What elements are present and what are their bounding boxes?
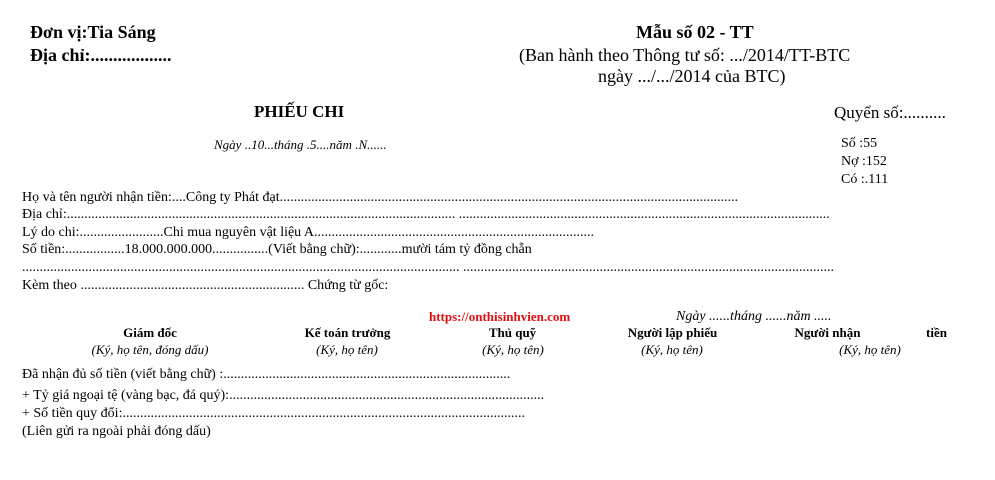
document-title: PHIẾU CHI bbox=[254, 102, 345, 121]
received-in-words: Đã nhận đủ số tiền (viết bằng chữ) :.................................................................................. bbox=[22, 367, 511, 382]
sign-chief-accountant: Kế toán trưởng bbox=[304, 325, 391, 340]
debit-account: Nợ :152 bbox=[841, 154, 887, 169]
sign-director: Giám đốc bbox=[123, 325, 177, 340]
sign-treasurer: Thủ quỹ bbox=[488, 325, 537, 340]
exchange-rate: + Tỷ giá ngoại tệ (vàng bạc, đá quý):.......................................................................................... bbox=[22, 388, 545, 403]
receiver-field: Họ và tên người nhận tiền:....Công ty Phát đạt................................................................................................................................... bbox=[22, 190, 739, 205]
amount-continuation: ............................................................................................................................. .......................................................................................................... bbox=[22, 260, 834, 275]
book-number: Quyển số:.......... bbox=[834, 103, 946, 122]
address-field: Địa chỉ:............................................................................................................... .......................................................................................................... bbox=[22, 207, 830, 222]
unit-address: Địa chỉ:.................. bbox=[30, 45, 172, 65]
reason-field: Lý do chi:........................Chi mua nguyên vật liệu A................................................................................ bbox=[22, 225, 595, 240]
sign-date: Ngày ......tháng ......năm ..... bbox=[676, 309, 832, 324]
stamp-note: (Liên gửi ra ngoài phải đóng dấu) bbox=[22, 424, 211, 439]
form-number: Mẫu số 02 - TT bbox=[636, 22, 754, 42]
date-line: Ngày ..10...tháng .5....năm .N...... bbox=[214, 137, 387, 152]
voucher-number: Số :55 bbox=[841, 136, 878, 151]
amount-field: Số tiền:.................18.000.000.000................(Viết bằng chữ):............mười tám tỷ đồng chẵn bbox=[22, 242, 532, 257]
converted-amount: + Số tiền quy đổi:................................................................................................................... bbox=[22, 406, 525, 421]
sign-treasurer-note: (Ký, họ tên) bbox=[482, 342, 544, 357]
sign-receiver-note: (Ký, họ tên) bbox=[839, 342, 901, 357]
sign-receiver: Người nhận bbox=[794, 325, 861, 340]
sign-director-note: (Ký, họ tên, đóng dấu) bbox=[91, 342, 209, 357]
issued-line-2: ngày .../.../2014 của BTC) bbox=[598, 66, 786, 86]
attached-documents: Kèm theo ................................................................ Chứng từ gốc: bbox=[22, 278, 389, 293]
credit-account: Có :.111 bbox=[841, 172, 889, 187]
watermark-link[interactable]: https://onthisinhvien.com bbox=[429, 309, 571, 324]
unit-name: Đơn vị:Tia Sáng bbox=[30, 22, 156, 42]
issued-line-1: (Ban hành theo Thông tư số: .../2014/TT-BTC bbox=[519, 45, 851, 65]
sign-preparer: Người lập phiếu bbox=[627, 325, 718, 340]
sign-receiver-suffix: tiền bbox=[926, 325, 947, 340]
sign-preparer-note: (Ký, họ tên) bbox=[641, 342, 703, 357]
sign-chief-accountant-note: (Ký, họ tên) bbox=[316, 342, 378, 357]
